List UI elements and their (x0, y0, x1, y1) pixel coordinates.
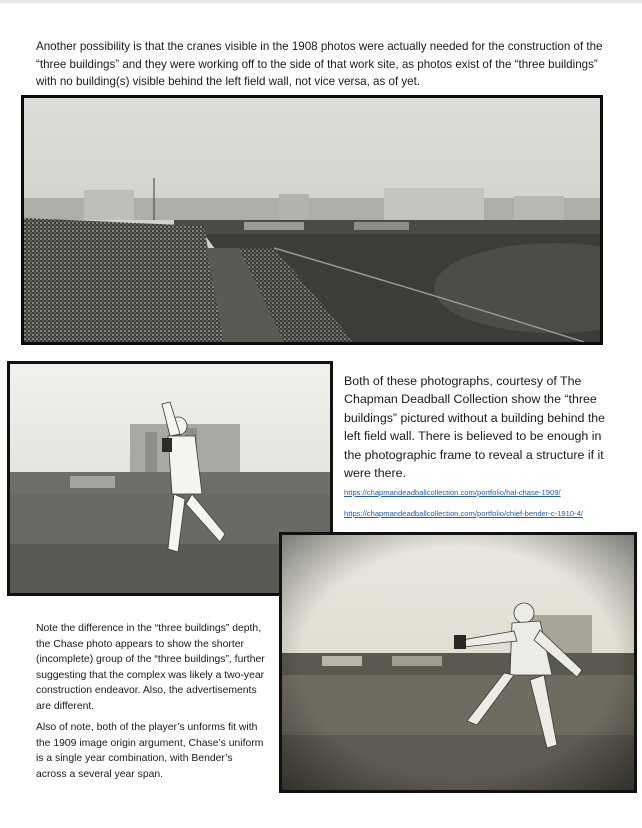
chief-bender-link[interactable]: https://chapmandeadballcollection.com/portfolio/chief-bender-c-1910-4/ (344, 509, 583, 518)
hal-chase-link[interactable]: https://chapmandeadballcollection.com/portfolio/hal-chase-1909/ (344, 488, 561, 497)
note-paragraph-1: Note the difference in the “three buildings” depth, the Chase photo appears to show the shorter (incomplete) group of the “three buildings”, further suggesting that the complex was likely a two-year construction endeavor. Also, the advertisements are different. (36, 623, 265, 712)
chief-bender-photo (279, 532, 637, 793)
top-rule (0, 0, 642, 3)
intro-paragraph: Another possibility is that the cranes visible in the 1908 photos were actually needed for the construction of the “three buildings” and they were working off to the side of that work site, as photos exist of the “three buildings” with no building(s) visible behind the left field wall, not vice versa, as of yet. (36, 40, 603, 88)
ballpark-panorama-photo (21, 95, 603, 345)
note-paragraph-2: Also of note, both of the player’s unforms fit with the 1909 image origin argument, Chase’s uniform is a single year combination, with Bender’s across a several year span. (36, 722, 264, 780)
photo-caption: Both of these photographs, courtesy of The Chapman Deadball Collection show the “three buildings” pictured without a building behind the left field wall. There is believed to be enough in the photographic frame to reveal a structure if it were there. (344, 374, 606, 481)
